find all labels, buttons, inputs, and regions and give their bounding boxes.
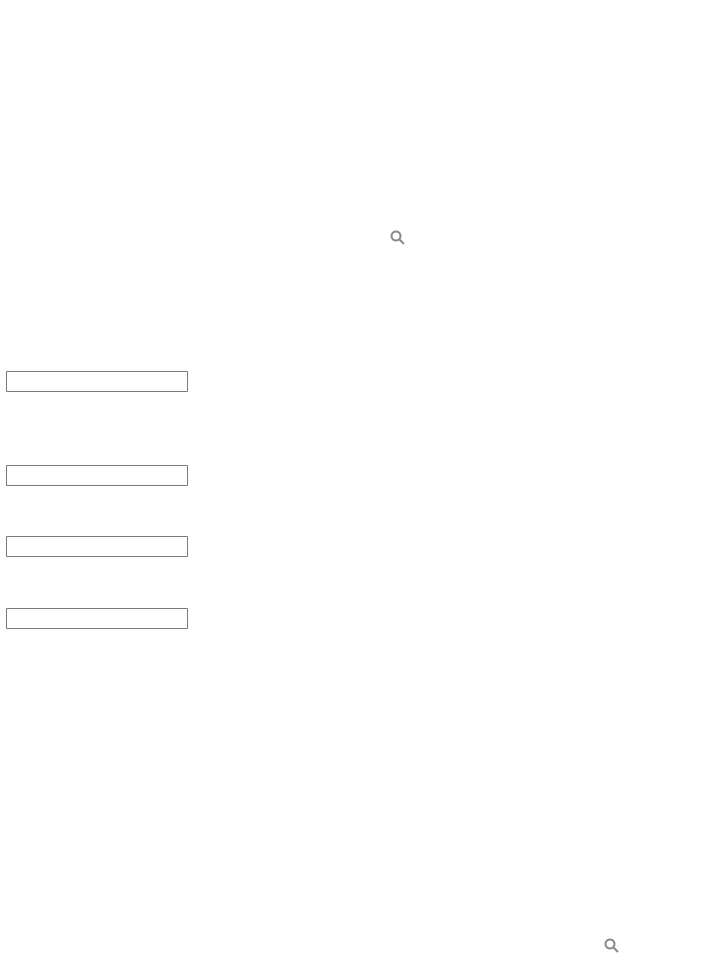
bottom-zoom-magnifier-icon[interactable] — [606, 940, 619, 953]
